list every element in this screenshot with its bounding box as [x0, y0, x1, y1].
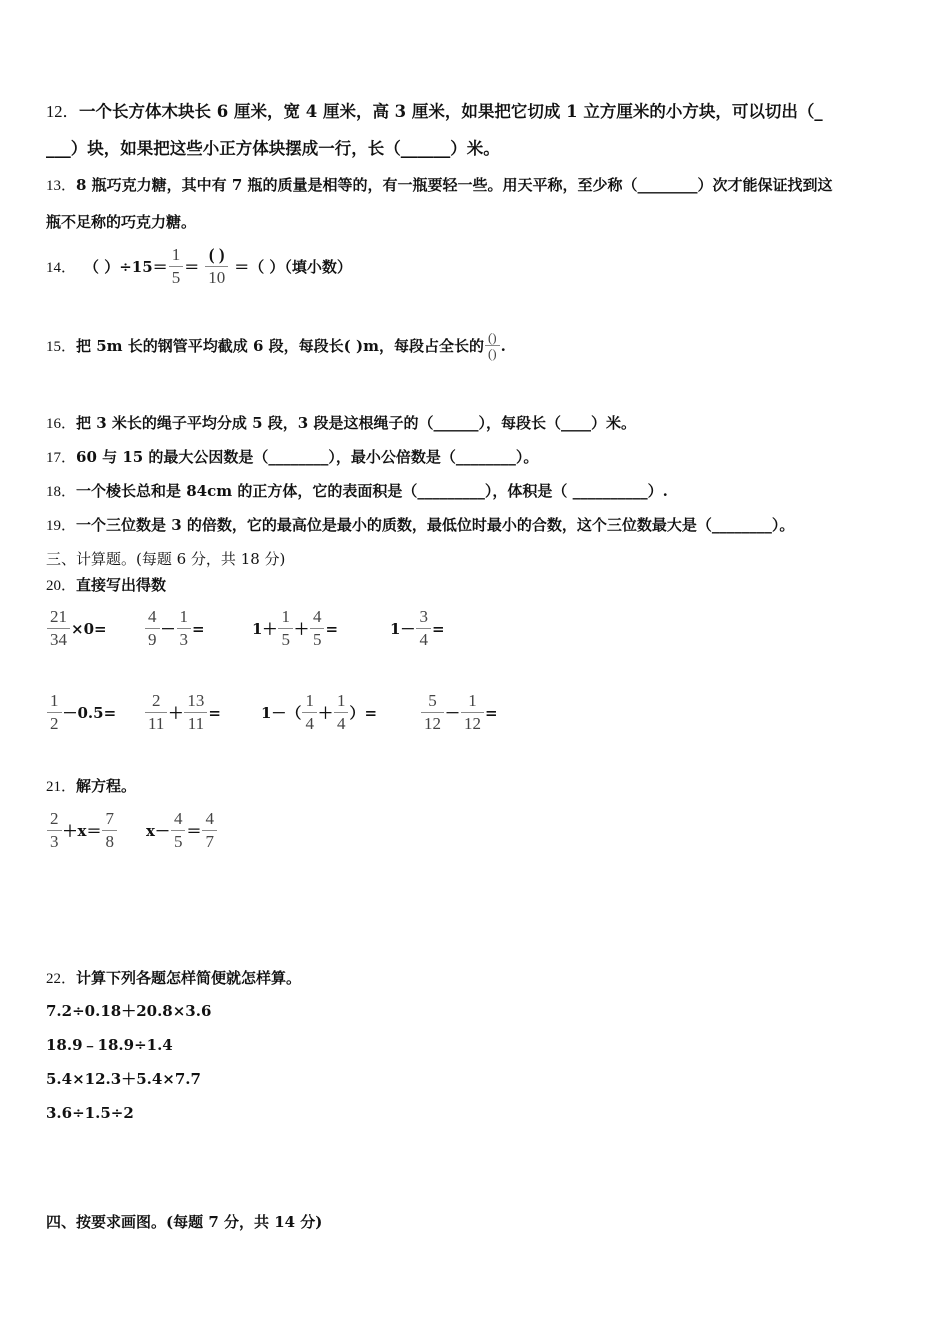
q14-fraction-1 — [169, 244, 184, 289]
numerator: 5 — [428, 691, 437, 710]
denominator: 12 — [424, 714, 441, 733]
fraction — [177, 606, 192, 651]
denominator: 34 — [50, 630, 67, 649]
numerator: 1 — [50, 691, 59, 710]
expression-text: ＋x＝ — [62, 822, 102, 840]
denominator: 5 — [281, 630, 290, 649]
q14-fraction-1-denominator: 5 — [171, 268, 181, 287]
denominator: 8 — [105, 832, 114, 851]
q18-text: 一个棱长总和是 84cm 的正方体，它的表面积是（_________），体积是（ __________）. — [76, 482, 668, 500]
denominator: 4 — [305, 714, 314, 733]
denominator: 11 — [187, 714, 205, 733]
operator: ＋ — [293, 620, 309, 638]
expression-text: 1＋ — [252, 620, 278, 638]
q20-item-8 — [420, 690, 498, 735]
q12-text-line2: ___）块，如果把这些小正方体块摆成一行，长（______）米。 — [46, 139, 500, 158]
denominator: 2 — [50, 714, 59, 733]
denominator: 5 — [173, 832, 183, 851]
q14-fraction-2 — [205, 244, 228, 289]
q22-item-1: 7.2÷0.18＋20.8×3.6 — [46, 1002, 212, 1020]
q17 — [46, 447, 538, 468]
q14-fraction-2-numerator: ( ) — [208, 245, 225, 264]
expression-text: = — [192, 619, 205, 638]
denominator: 3 — [179, 630, 189, 649]
expression-text: ＝ — [186, 822, 202, 840]
fraction — [416, 606, 431, 651]
expression-text: x－ — [146, 822, 170, 840]
denominator: 5 — [312, 630, 322, 649]
q22-title — [46, 968, 301, 989]
q20-item-6 — [144, 690, 221, 735]
expression-text: ×0= — [71, 619, 107, 638]
fraction — [184, 690, 207, 735]
q20-item-7 — [261, 690, 377, 735]
q14-part1: （ ）÷15＝ — [84, 258, 168, 276]
denominator: 4 — [336, 714, 346, 733]
q17-text: 60 与 15 的最大公因数是（________），最小公倍数是（________）。 — [76, 448, 539, 466]
operator: ＋ — [317, 704, 333, 722]
fraction — [145, 606, 160, 651]
numerator: 1 — [281, 607, 290, 626]
numerator: 13 — [187, 691, 205, 710]
fraction — [171, 808, 186, 853]
q14-fraction-2-denominator: 10 — [208, 268, 226, 287]
q20-title-text: 直接写出得数 — [76, 576, 167, 594]
q20-item-5 — [46, 690, 116, 735]
fraction — [278, 606, 293, 651]
numerator: 4 — [173, 809, 183, 828]
fraction — [47, 606, 70, 651]
q14-equals: ＝ — [184, 258, 200, 276]
numerator: 1 — [305, 691, 314, 710]
fraction — [461, 690, 484, 735]
operator: － — [445, 704, 461, 722]
q13-text-line2: 瓶不足称的巧克力糖。 — [46, 213, 197, 231]
expression-text: －0.5= — [62, 704, 117, 722]
q19-text: 一个三位数是 3 的倍数，它的最高位是最小的质数，最低位时最小的合数，这个三位数最大是（________）。 — [76, 516, 795, 534]
q22-title-text: 计算下列各题怎样简便就怎样算。 — [76, 969, 302, 987]
q15-number: 15． — [46, 339, 77, 355]
q20-title — [46, 575, 166, 596]
q14-fraction-1-numerator: 1 — [171, 245, 181, 264]
q13-number: 13． — [46, 178, 77, 194]
numerator: 2 — [50, 809, 59, 828]
q19 — [46, 515, 794, 536]
denominator: 3 — [50, 832, 59, 851]
expression-text: 1－（ — [261, 704, 302, 722]
q22-number: 22． — [46, 971, 77, 987]
q21-title-text: 解方程。 — [76, 777, 137, 795]
q15-fraction-numerator: () — [487, 330, 497, 345]
q16-number: 16． — [46, 416, 77, 432]
q12-line2 — [46, 139, 500, 159]
fraction — [47, 690, 62, 735]
operator: ＋ — [168, 704, 184, 722]
numerator: 4 — [205, 809, 214, 828]
q22-item-4: 3.6÷1.5÷2 — [46, 1104, 134, 1122]
q20-item-2 — [144, 606, 205, 651]
expression-text: = — [431, 619, 445, 638]
denominator: 7 — [205, 832, 214, 851]
q17-number: 17． — [46, 450, 77, 466]
numerator: 1 — [468, 691, 477, 710]
q21-title — [46, 776, 136, 797]
q21-number: 21． — [46, 779, 77, 795]
expression-text: 1－ — [390, 620, 416, 638]
denominator: 9 — [148, 630, 157, 649]
numerator: 1 — [336, 691, 346, 710]
q20-item-1 — [46, 606, 107, 651]
q22-item-2: 18.9﹣18.9÷1.4 — [46, 1036, 173, 1054]
q18 — [46, 481, 668, 502]
section-3-heading: 三、计算题。(每题 6 分，共 18 分) — [46, 550, 286, 568]
q15-fraction-denominator: () — [487, 346, 497, 361]
q13-line1 — [46, 175, 833, 196]
denominator: 12 — [464, 714, 482, 733]
numerator: 3 — [419, 607, 428, 626]
q12-line1 — [46, 102, 823, 122]
fraction — [202, 808, 217, 853]
q16-text: 把 3 米长的绳子平均分成 5 段，3 段是这根绳子的（______），每段长（____）米。 — [76, 414, 636, 432]
q22-item-3: 5.4×12.3＋5.4×7.7 — [46, 1070, 201, 1088]
expression-text: ）= — [349, 704, 378, 722]
fraction — [310, 606, 325, 651]
q15-fraction — [485, 330, 500, 361]
numerator: 21 — [50, 607, 67, 626]
numerator: 4 — [312, 607, 322, 626]
q21-equation-2 — [146, 808, 218, 853]
denominator: 4 — [419, 630, 428, 649]
expression-text: = — [208, 703, 221, 722]
fraction — [47, 808, 62, 853]
denominator: 11 — [148, 714, 165, 733]
q20-item-4 — [390, 606, 445, 651]
numerator: 7 — [105, 809, 114, 828]
fraction — [334, 690, 349, 735]
expression-text: = — [485, 703, 498, 722]
q15-part2: . — [500, 336, 506, 355]
fraction — [102, 808, 117, 853]
q21-equation-1 — [46, 808, 118, 853]
q12-text-line1: 一个长方体木块长 6 厘米，宽 4 厘米，高 3 厘米，如果把它切成 1 立方厘米的小方块，可以切出（_ — [79, 102, 823, 121]
q16 — [46, 413, 636, 434]
q12-number: 12． — [46, 102, 79, 121]
numerator: 4 — [148, 607, 157, 626]
q20-number: 20． — [46, 578, 77, 594]
q19-number: 19． — [46, 518, 77, 534]
numerator: 2 — [151, 691, 161, 710]
fraction — [421, 690, 444, 735]
q15 — [46, 330, 506, 361]
operator: － — [160, 620, 176, 638]
q15-part1: 把 5m 长的钢管平均截成 6 段，每段长( )m，每段占全长的 — [76, 337, 484, 355]
q14-number: 14． — [46, 260, 77, 276]
q13-text-line1: 8 瓶巧克力糖，其中有 7 瓶的质量是相等的，有一瓶要轻一些。用天平称，至少称（________）次才能保证找到这 — [76, 176, 833, 194]
q18-number: 18． — [46, 484, 77, 500]
q13-line2 — [46, 212, 196, 232]
q14-part2: ＝（ ）（填小数） — [234, 258, 352, 276]
q20-item-3 — [252, 606, 338, 651]
fraction — [145, 690, 167, 735]
q14 — [46, 244, 352, 289]
expression-text: = — [325, 619, 339, 638]
fraction — [302, 690, 317, 735]
section-4-heading: 四、按要求画图。(每题 7 分，共 14 分) — [46, 1213, 323, 1231]
numerator: 1 — [179, 607, 189, 626]
